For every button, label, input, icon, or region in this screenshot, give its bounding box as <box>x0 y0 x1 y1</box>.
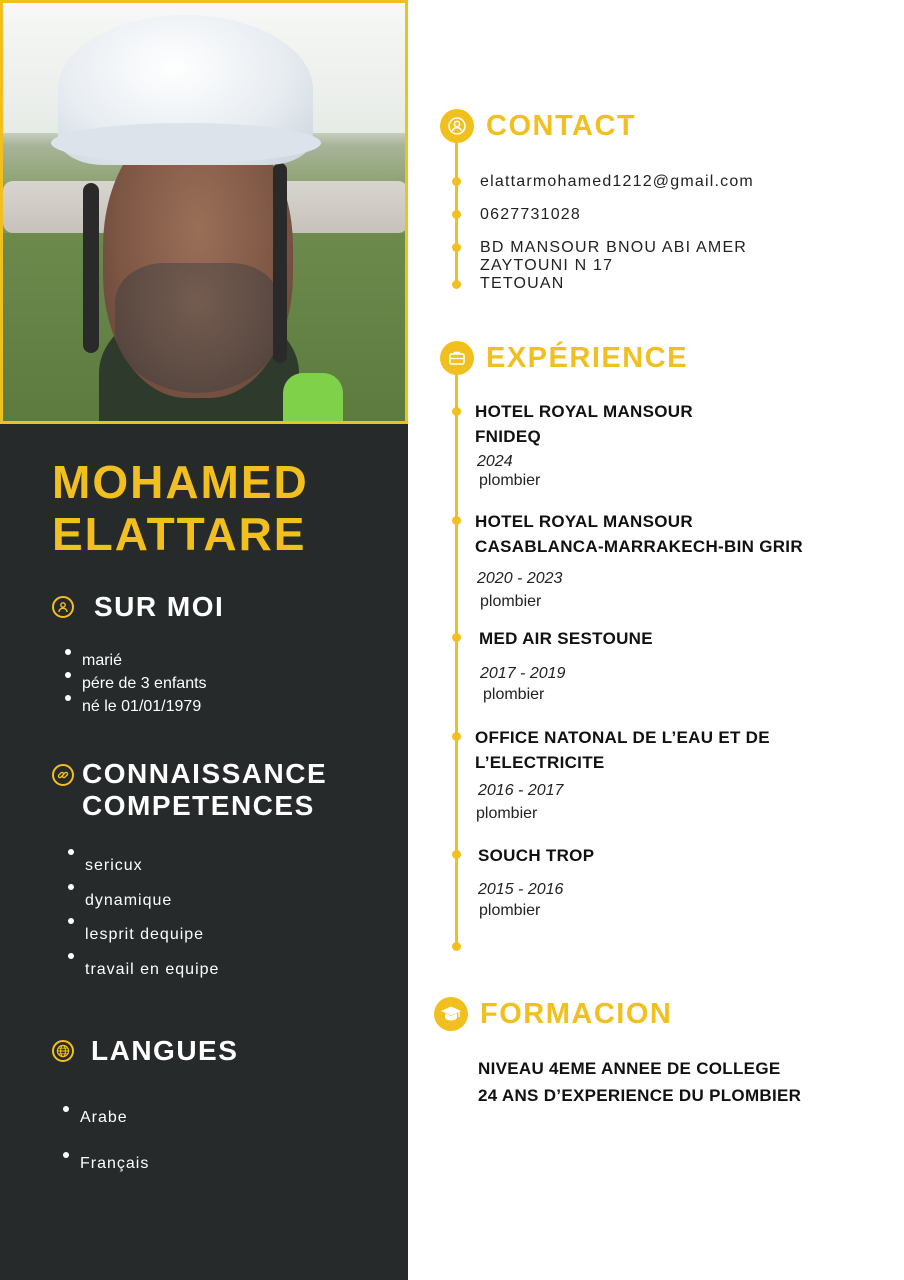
job-company: SOUCH TROP <box>478 846 595 865</box>
timeline-dot <box>452 732 461 741</box>
skills-title <box>82 758 327 822</box>
address-line-2: ZAYTOUNI N 17 <box>480 257 614 274</box>
job-location: CASABLANCA-MARRAKECH-BIN GRIR <box>475 537 803 556</box>
photo-strap-right <box>273 163 287 363</box>
timeline-dot <box>452 942 461 951</box>
timeline-dot <box>452 516 461 525</box>
address-line-1: BD MANSOUR BNOU ABI AMER <box>480 239 748 256</box>
languages-title: LANGUES <box>91 1035 239 1066</box>
list-item: marié <box>62 649 207 672</box>
education-details <box>478 1055 801 1109</box>
job-role: plombier <box>480 593 542 610</box>
profile-photo <box>0 0 408 424</box>
list-item: lesprit dequipe <box>65 918 219 953</box>
timeline-dot <box>452 177 461 186</box>
job-role: plombier <box>479 902 541 919</box>
timeline-dot <box>452 633 461 642</box>
languages-list <box>60 1106 149 1176</box>
last-name: ELATTARE <box>52 508 307 560</box>
photo-helmet-brim <box>51 123 321 163</box>
about-title: SUR MOI <box>94 591 225 622</box>
photo-collar <box>283 373 343 424</box>
job-title <box>475 509 803 559</box>
list-item: dynamique <box>65 884 219 919</box>
photo-beard <box>115 263 280 393</box>
person-name <box>52 456 309 560</box>
job-role: plombier <box>476 805 538 822</box>
job-title <box>478 843 594 868</box>
contact-address <box>480 239 747 293</box>
job-years: 2020 - 2023 <box>477 570 563 587</box>
job-company: OFFICE NATONAL DE L’EAU ET DE <box>475 728 770 747</box>
person-icon <box>447 116 467 136</box>
about-list <box>62 649 207 718</box>
timeline-dot <box>452 407 461 416</box>
skills-title-line1: CONNAISSANCE <box>82 758 328 789</box>
list-item: travail en equipe <box>65 953 219 988</box>
link-icon <box>52 764 74 786</box>
list-item: né le 01/01/1979 <box>62 695 207 718</box>
job-years: 2017 - 2019 <box>480 665 566 682</box>
skills-title-line2: COMPETENCES <box>82 790 315 821</box>
skills-list <box>65 849 219 987</box>
about-header <box>52 591 224 623</box>
contact-title: CONTACT <box>486 110 637 142</box>
job-years: 2024 <box>477 453 513 470</box>
education-level: NIVEAU 4EME ANNEE DE COLLEGE <box>478 1059 781 1078</box>
job-years: 2015 - 2016 <box>478 881 564 898</box>
person-icon <box>52 596 74 618</box>
contact-email[interactable]: elattarmohamed1212@gmail.com <box>480 173 754 190</box>
education-icon-badge <box>434 997 468 1031</box>
education-title: FORMACION <box>480 998 673 1030</box>
job-company: HOTEL ROYAL MANSOUR <box>475 512 693 531</box>
first-name: MOHAMED <box>52 456 309 508</box>
job-role: plombier <box>483 686 545 703</box>
list-item: pére de 3 enfants <box>62 672 207 695</box>
photo-strap-left <box>83 183 99 353</box>
job-company: HOTEL ROYAL MANSOUR <box>475 402 693 421</box>
job-title <box>479 626 653 651</box>
job-years: 2016 - 2017 <box>478 782 564 799</box>
globe-icon <box>52 1040 74 1062</box>
contact-icon-badge <box>440 109 474 143</box>
experience-icon-badge <box>440 341 474 375</box>
briefcase-icon <box>447 348 467 368</box>
job-title <box>475 725 770 775</box>
timeline-dot <box>452 850 461 859</box>
job-location: FNIDEQ <box>475 427 542 446</box>
job-location: L’ELECTRICITE <box>475 753 605 772</box>
contact-phone[interactable]: 0627731028 <box>480 206 581 223</box>
skills-header <box>52 758 327 822</box>
graduation-cap-icon <box>440 1004 462 1024</box>
list-item: Français <box>60 1152 149 1176</box>
timeline-dot <box>452 243 461 252</box>
list-item: sericux <box>65 849 219 884</box>
education-experience: 24 ANS D’EXPERIENCE DU PLOMBIER <box>478 1086 802 1105</box>
timeline-dot <box>452 210 461 219</box>
list-item: Arabe <box>60 1106 149 1130</box>
job-company: MED AIR SESTOUNE <box>479 629 653 648</box>
experience-timeline <box>455 373 458 947</box>
job-title <box>475 399 693 449</box>
timeline-dot <box>452 280 461 289</box>
languages-header <box>52 1035 238 1067</box>
address-line-3: TETOUAN <box>480 275 565 292</box>
experience-title: EXPÉRIENCE <box>486 342 688 374</box>
job-role: plombier <box>479 472 541 489</box>
